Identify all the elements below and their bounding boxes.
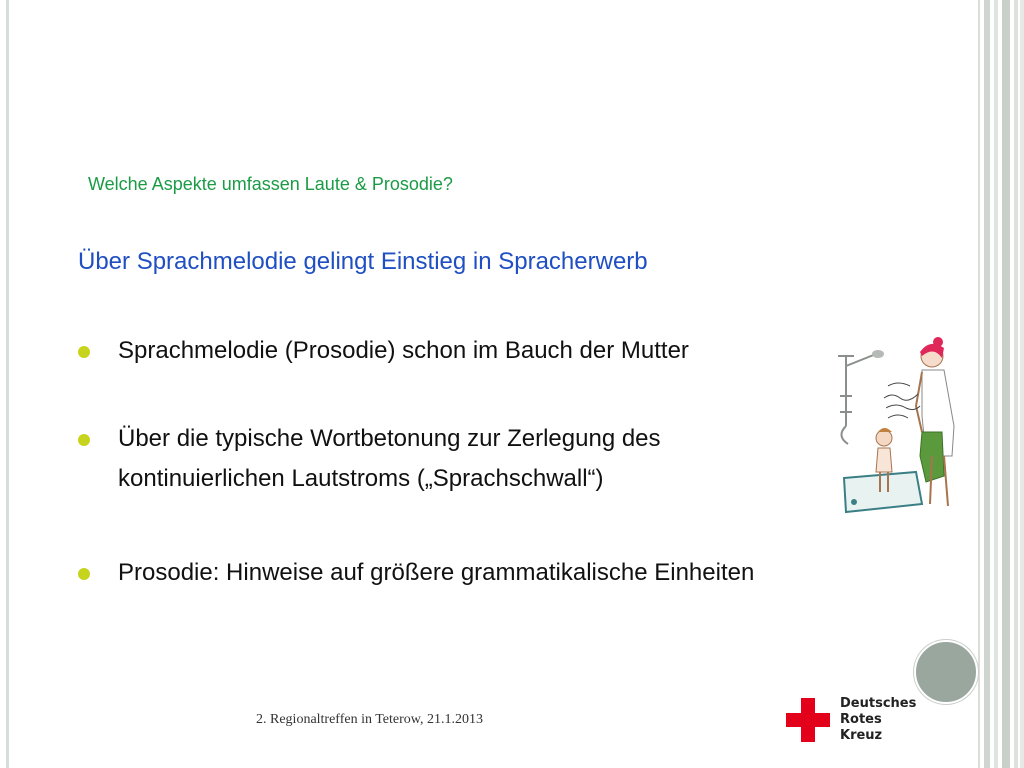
bullet-text: Prosodie: Hinweise auf größere grammatikalische Einheiten: [118, 559, 755, 586]
slide-subtitle: Welche Aspekte umfassen Laute & Prosodie?: [88, 174, 453, 194]
right-border-stripes: [976, 0, 1024, 768]
footer-text: 2. Regionaltreffen in Teterow, 21.1.2013: [256, 712, 483, 727]
shower-illustration-icon: [826, 336, 966, 516]
bullet-text: kontinuierlichen Lautstroms („Sprachschwall“): [118, 465, 604, 492]
logo-line-2: Rotes: [840, 712, 882, 727]
bullet-dot: [78, 346, 90, 358]
logo-line-1: Deutsches: [840, 696, 917, 711]
logo-line-3: Kreuz: [840, 728, 883, 743]
nav-circle-icon[interactable]: [914, 640, 978, 704]
bullet-dot: [78, 434, 90, 446]
drk-logo: [786, 698, 936, 746]
slide-heading: Über Sprachmelodie gelingt Einstieg in Spracherwerb: [78, 248, 648, 275]
left-border: [6, 0, 9, 768]
bullet-dot: [78, 568, 90, 580]
red-cross-icon: [786, 698, 830, 742]
bullet-text: Sprachmelodie (Prosodie) schon im Bauch der Mutter: [118, 337, 689, 364]
logo-text: [840, 696, 916, 744]
bullet-text: Über die typische Wortbetonung zur Zerlegung des: [118, 425, 661, 452]
